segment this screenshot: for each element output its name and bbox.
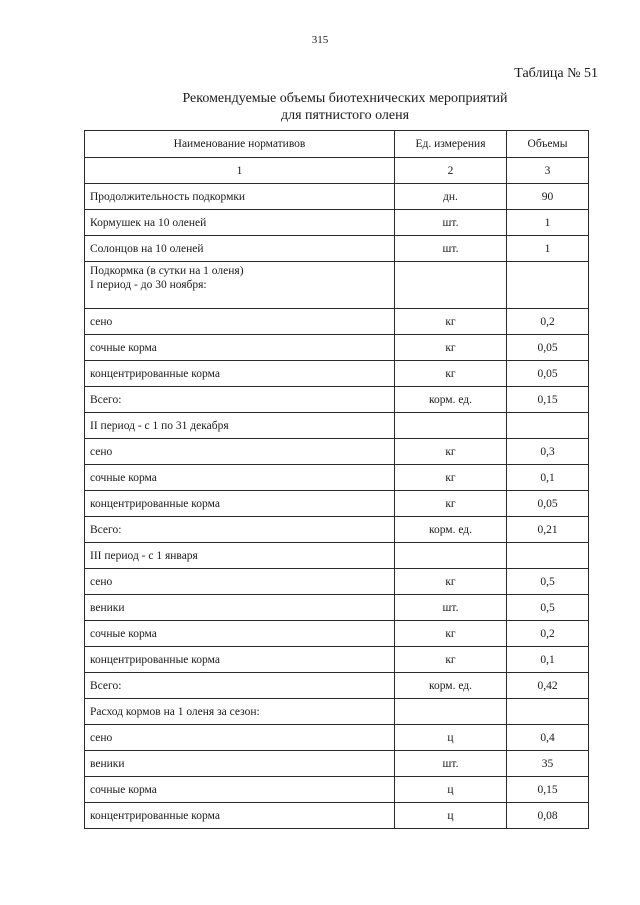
- row-value: 0,3: [507, 439, 589, 465]
- row-name: [85, 569, 395, 595]
- table-row: [85, 621, 589, 647]
- row-value: [507, 699, 589, 725]
- table-row: [85, 491, 589, 517]
- row-value: 1: [507, 210, 589, 236]
- row-value: 1: [507, 236, 589, 262]
- header-name: Наименование нормативов: [85, 131, 395, 158]
- table-row: [85, 699, 589, 725]
- table-title: [60, 90, 630, 124]
- row-name: [85, 517, 395, 543]
- row-name: [85, 210, 395, 236]
- row-unit: [395, 543, 507, 569]
- row-unit: кг: [395, 309, 507, 335]
- row-unit: кг: [395, 621, 507, 647]
- table-row: [85, 413, 589, 439]
- table-row: [85, 673, 589, 699]
- row-unit: [395, 262, 507, 309]
- row-name: [85, 465, 395, 491]
- table-row: [85, 803, 589, 829]
- row-name-text: Всего:: [90, 393, 122, 406]
- row-name-text: Всего:: [90, 523, 122, 536]
- norms-table: [84, 130, 589, 829]
- row-unit: корм. ед.: [395, 517, 507, 543]
- title-line-1: Рекомендуемые объемы биотехнических мероприятий: [182, 91, 508, 106]
- row-value: 0,05: [507, 335, 589, 361]
- row-name-text: сочные корма: [90, 341, 157, 354]
- column-number: 2: [395, 158, 507, 184]
- page-number: 315: [311, 34, 329, 46]
- table-row: [85, 751, 589, 777]
- row-unit: [395, 413, 507, 439]
- table-row: [85, 335, 589, 361]
- table-row: [85, 465, 589, 491]
- row-unit: кг: [395, 439, 507, 465]
- table-row: [85, 543, 589, 569]
- row-unit: [395, 699, 507, 725]
- header-volume: Объемы: [507, 131, 589, 158]
- table-row: [85, 309, 589, 335]
- row-unit: шт.: [395, 595, 507, 621]
- row-unit: кг: [395, 361, 507, 387]
- row-value: 0,2: [507, 309, 589, 335]
- row-value: 0,05: [507, 361, 589, 387]
- table-row: [85, 569, 589, 595]
- row-name: [85, 751, 395, 777]
- row-unit: кг: [395, 647, 507, 673]
- row-name: [85, 387, 395, 413]
- row-name: [85, 236, 395, 262]
- row-value: 0,5: [507, 595, 589, 621]
- header-row: [85, 131, 589, 158]
- row-name-text: сено: [90, 575, 113, 588]
- row-unit: кг: [395, 335, 507, 361]
- row-name-text: концентрированные корма: [90, 809, 220, 822]
- column-number: 3: [507, 158, 589, 184]
- row-name: [85, 262, 395, 309]
- row-value: 0,5: [507, 569, 589, 595]
- table-row: [85, 387, 589, 413]
- row-name: [85, 777, 395, 803]
- row-name: [85, 699, 395, 725]
- column-numbers-row: [85, 158, 589, 184]
- row-unit: шт.: [395, 236, 507, 262]
- row-name: [85, 725, 395, 751]
- row-name: [85, 543, 395, 569]
- table-row: [85, 210, 589, 236]
- row-name-text: Всего:: [90, 679, 122, 692]
- row-value: 90: [507, 184, 589, 210]
- table-row: [85, 647, 589, 673]
- row-name: [85, 439, 395, 465]
- table-row: [85, 184, 589, 210]
- table-row: [85, 236, 589, 262]
- header-unit: Ед. измерения: [395, 131, 507, 158]
- row-name: [85, 673, 395, 699]
- row-value: [507, 413, 589, 439]
- row-name-text: Продолжительность подкормки: [90, 190, 246, 203]
- row-name: [85, 309, 395, 335]
- row-value: 0,1: [507, 647, 589, 673]
- table-row: [85, 439, 589, 465]
- row-name-text: II период - с 1 по 31 декабря: [90, 419, 229, 432]
- row-value: 0,4: [507, 725, 589, 751]
- row-name-text: сочные корма: [90, 783, 157, 796]
- row-value: [507, 262, 589, 309]
- table-body: [85, 184, 589, 829]
- row-value: 0,2: [507, 621, 589, 647]
- row-name-text: веники: [90, 601, 125, 614]
- row-name-text: концентрированные корма: [90, 367, 220, 380]
- row-unit: шт.: [395, 751, 507, 777]
- row-name-text: Солонцов на 10 оленей: [90, 242, 204, 255]
- row-unit: ц: [395, 725, 507, 751]
- row-name-text: сочные корма: [90, 471, 157, 484]
- row-name-text: концентрированные корма: [90, 653, 220, 666]
- row-value: 0,08: [507, 803, 589, 829]
- column-number: 1: [85, 158, 395, 184]
- row-value: 0,15: [507, 777, 589, 803]
- row-name-text: Подкормка (в сутки на 1 оленя): [90, 265, 244, 277]
- row-unit: корм. ед.: [395, 673, 507, 699]
- row-name: [85, 184, 395, 210]
- table-row: [85, 262, 589, 309]
- row-name: [85, 491, 395, 517]
- row-unit: ц: [395, 777, 507, 803]
- row-unit: корм. ед.: [395, 387, 507, 413]
- row-unit: кг: [395, 465, 507, 491]
- row-name-text: концентрированные корма: [90, 497, 220, 510]
- row-value: 0,15: [507, 387, 589, 413]
- row-name: [85, 647, 395, 673]
- row-name-text: Расход кормов на 1 оленя за сезон:: [90, 705, 260, 718]
- table-row: [85, 361, 589, 387]
- row-name: [85, 413, 395, 439]
- row-unit: ц: [395, 803, 507, 829]
- row-value: 0,21: [507, 517, 589, 543]
- table-row: [85, 777, 589, 803]
- row-name: [85, 335, 395, 361]
- row-value: 35: [507, 751, 589, 777]
- table-row: [85, 595, 589, 621]
- row-name: [85, 803, 395, 829]
- row-name: [85, 621, 395, 647]
- row-value: 0,05: [507, 491, 589, 517]
- title-line-2: для пятнистого оленя: [280, 108, 410, 123]
- row-name-text-2: I период - до 30 ноября:: [90, 279, 207, 291]
- row-value: 0,42: [507, 673, 589, 699]
- row-name-text: сено: [90, 731, 113, 744]
- table-row: [85, 725, 589, 751]
- row-name-text: сено: [90, 445, 113, 458]
- row-unit: кг: [395, 569, 507, 595]
- row-value: 0,1: [507, 465, 589, 491]
- row-value: [507, 543, 589, 569]
- row-name: [85, 595, 395, 621]
- row-name-text: веники: [90, 757, 125, 770]
- row-name-text: сочные корма: [90, 627, 157, 640]
- row-unit: дн.: [395, 184, 507, 210]
- table-row: [85, 517, 589, 543]
- row-name-text: сено: [90, 315, 113, 328]
- row-name: [85, 361, 395, 387]
- row-name-text: III период - с 1 января: [90, 549, 198, 562]
- row-unit: шт.: [395, 210, 507, 236]
- row-unit: кг: [395, 491, 507, 517]
- row-name-text: Кормушек на 10 оленей: [90, 216, 207, 229]
- table-label: Таблица № 51: [514, 66, 598, 81]
